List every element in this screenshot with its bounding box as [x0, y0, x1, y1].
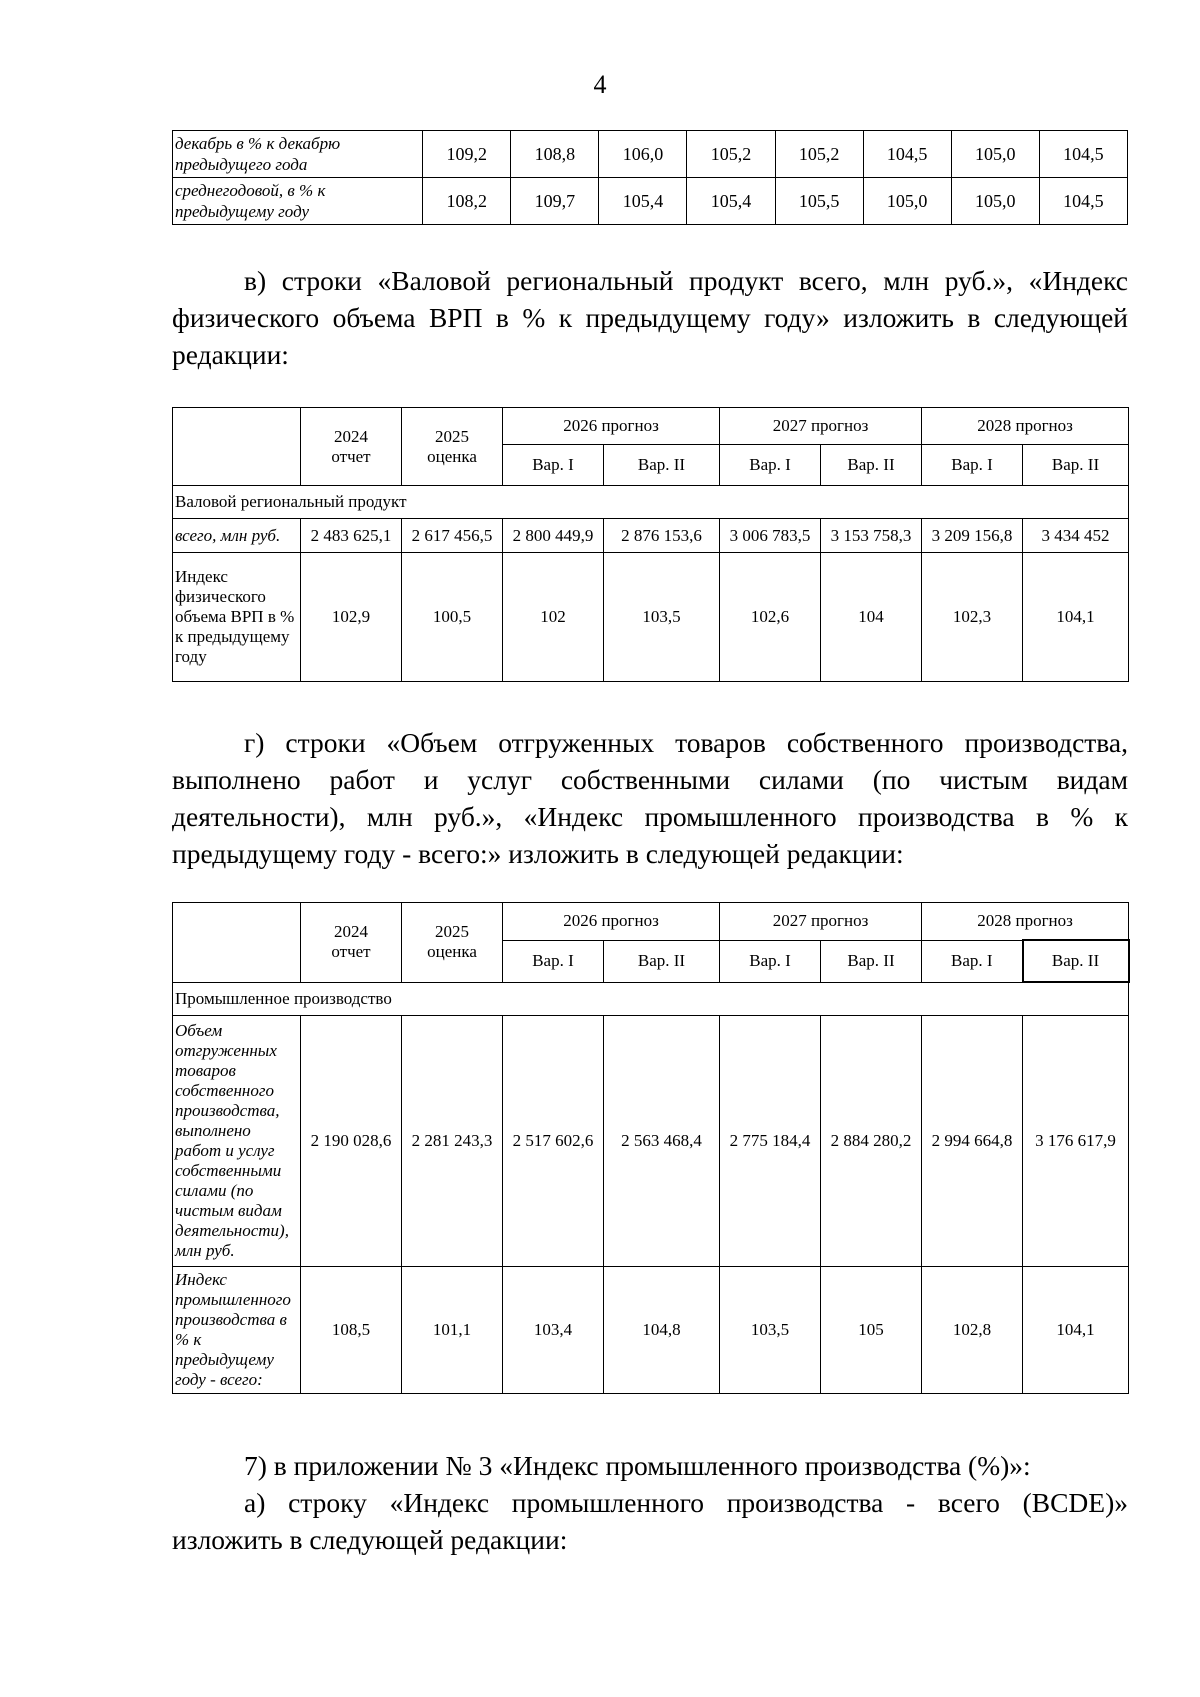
table-cell: 2 190 028,6 — [301, 1016, 402, 1267]
header-2024 — [301, 408, 402, 486]
header-empty-cell — [173, 408, 301, 486]
header-var1: Вар. I — [922, 445, 1023, 486]
table-cell: 3 006 783,5 — [720, 519, 821, 553]
table-cell: 103,4 — [503, 1267, 604, 1394]
header-row — [173, 408, 1129, 445]
header-var1: Вар. I — [922, 940, 1023, 982]
header-forecast-2026: 2026 прогноз — [503, 408, 720, 445]
section-row — [173, 486, 1129, 519]
table-cell: 2 563 468,4 — [604, 1016, 720, 1267]
table-cell: 105,4 — [599, 178, 687, 225]
table-cell: 2 517 602,6 — [503, 1016, 604, 1267]
table-cell: 105,0 — [951, 131, 1039, 178]
table-cell: 2 884 280,2 — [821, 1016, 922, 1267]
table-cell: 105,0 — [951, 178, 1039, 225]
table-cell: 109,7 — [511, 178, 599, 225]
row-label: Индекс промышленного производства в % к предыдущему году - всего: — [173, 1267, 301, 1394]
header-forecast-2027: 2027 прогноз — [720, 903, 922, 941]
header-var1: Вар. I — [503, 940, 604, 982]
header-empty-cell — [173, 903, 301, 983]
table-cell: 2 800 449,9 — [503, 519, 604, 553]
table-cell: 104 — [821, 553, 922, 682]
table-cell: 104,1 — [1023, 1267, 1129, 1394]
table-cell: 105,0 — [863, 178, 951, 225]
header-year-sub: отчет — [331, 942, 371, 962]
table-cell: 103,5 — [604, 553, 720, 682]
table-cell: 106,0 — [599, 131, 687, 178]
table-cell: 102,6 — [720, 553, 821, 682]
table-cell: 3 153 758,3 — [821, 519, 922, 553]
page-number: 4 — [593, 70, 607, 99]
section-title: Промышленное производство — [173, 982, 1129, 1016]
table-cell: 100,5 — [402, 553, 503, 682]
table-cell: 102,8 — [922, 1267, 1023, 1394]
row-label: декабрь в % к декабрю предыдущего года — [173, 131, 423, 178]
header-year: 2025 — [435, 922, 469, 942]
paragraph-7: 7) в приложении № 3 «Индекс промышленного производства (%)»: — [244, 1450, 1031, 1481]
header-forecast-2026: 2026 прогноз — [503, 903, 720, 941]
header-var1: Вар. I — [720, 940, 821, 982]
table-cell: 2 281 243,3 — [402, 1016, 503, 1267]
table-cell: 105,5 — [775, 178, 863, 225]
table-cell: 108,2 — [423, 178, 511, 225]
table-row — [173, 178, 1128, 225]
table-inflation-continuation — [172, 130, 1128, 225]
table-cell: 101,1 — [402, 1267, 503, 1394]
header-var2: Вар. II — [821, 445, 922, 486]
row-label: Индекс физического объема ВРП в % к предыдущему году — [173, 553, 301, 682]
header-row — [173, 903, 1129, 941]
table-industrial-production — [172, 902, 1130, 1394]
paragraph-a: а) строку «Индекс промышленного производства - всего (BCDE)» изложить в следующей редакции: — [172, 1487, 1128, 1555]
header-2024 — [301, 903, 402, 983]
row-label: всего, млн руб. — [173, 519, 301, 553]
header-year-sub: оценка — [427, 446, 477, 466]
header-var2: Вар. II — [604, 940, 720, 982]
table-cell: 104,1 — [1023, 553, 1129, 682]
table-cell: 109,2 — [423, 131, 511, 178]
section-row — [173, 982, 1129, 1016]
table-grp — [172, 407, 1129, 682]
header-var1: Вар. I — [720, 445, 821, 486]
row-label: среднегодовой, в % к предыдущему году — [173, 178, 423, 225]
table-cell: 105 — [821, 1267, 922, 1394]
table-cell: 2 775 184,4 — [720, 1016, 821, 1267]
table-cell: 102,9 — [301, 553, 402, 682]
table-cell: 3 176 617,9 — [1023, 1016, 1129, 1267]
table-cell: 3 209 156,8 — [922, 519, 1023, 553]
table-row — [173, 1016, 1129, 1267]
table-cell: 3 434 452 — [1023, 519, 1129, 553]
header-var1: Вар. I — [503, 445, 604, 486]
table-cell: 102,3 — [922, 553, 1023, 682]
table-cell: 105,2 — [775, 131, 863, 178]
header-year-sub: оценка — [427, 942, 477, 962]
header-var2: Вар. II — [821, 940, 922, 982]
table-cell: 104,5 — [1039, 178, 1127, 225]
header-forecast-2028: 2028 прогноз — [922, 408, 1129, 445]
header-forecast-2027: 2027 прогноз — [720, 408, 922, 445]
header-year: 2024 — [334, 426, 368, 446]
table-cell: 108,8 — [511, 131, 599, 178]
header-year: 2024 — [334, 922, 368, 942]
table-cell: 2 876 153,6 — [604, 519, 720, 553]
header-var2: Вар. II — [604, 445, 720, 486]
table-cell: 104,5 — [1039, 131, 1127, 178]
table-cell: 2 483 625,1 — [301, 519, 402, 553]
table-cell: 104,5 — [863, 131, 951, 178]
header-year: 2025 — [435, 426, 469, 446]
header-2025 — [402, 408, 503, 486]
table-row — [173, 131, 1128, 178]
table-cell: 104,8 — [604, 1267, 720, 1394]
section-title: Валовой региональный продукт — [173, 486, 1129, 519]
table-row — [173, 553, 1129, 682]
table-cell: 2 994 664,8 — [922, 1016, 1023, 1267]
header-var2: Вар. II — [1023, 445, 1129, 486]
paragraph-g: г) строки «Объем отгруженных товаров собственного производства, выполнено работ и услуг собственными силами (по чистым видам деятельности), млн руб.», «Индекс промышленного производства в % к предыдущему году - всего:» изложить в следующей редакции: — [172, 727, 1128, 869]
table-cell: 105,2 — [687, 131, 775, 178]
header-2025 — [402, 903, 503, 983]
table-cell: 102 — [503, 553, 604, 682]
table-cell: 2 617 456,5 — [402, 519, 503, 553]
header-var2: Вар. II — [1023, 940, 1129, 982]
paragraph-v: в) строки «Валовой региональный продукт всего, млн руб.», «Индекс физического объема ВРП в % к предыдущему году» изложить в следующей редакции: — [172, 265, 1128, 370]
table-cell: 105,4 — [687, 178, 775, 225]
header-year-sub: отчет — [331, 446, 371, 466]
table-row — [173, 1267, 1129, 1394]
row-label: Объем отгруженных товаров собственного производства, выполнено работ и услуг собственными силами (по чистым видам деятельности), млн руб. — [173, 1016, 301, 1267]
header-forecast-2028: 2028 прогноз — [922, 903, 1129, 941]
table-cell: 108,5 — [301, 1267, 402, 1394]
table-row — [173, 519, 1129, 553]
table-cell: 103,5 — [720, 1267, 821, 1394]
